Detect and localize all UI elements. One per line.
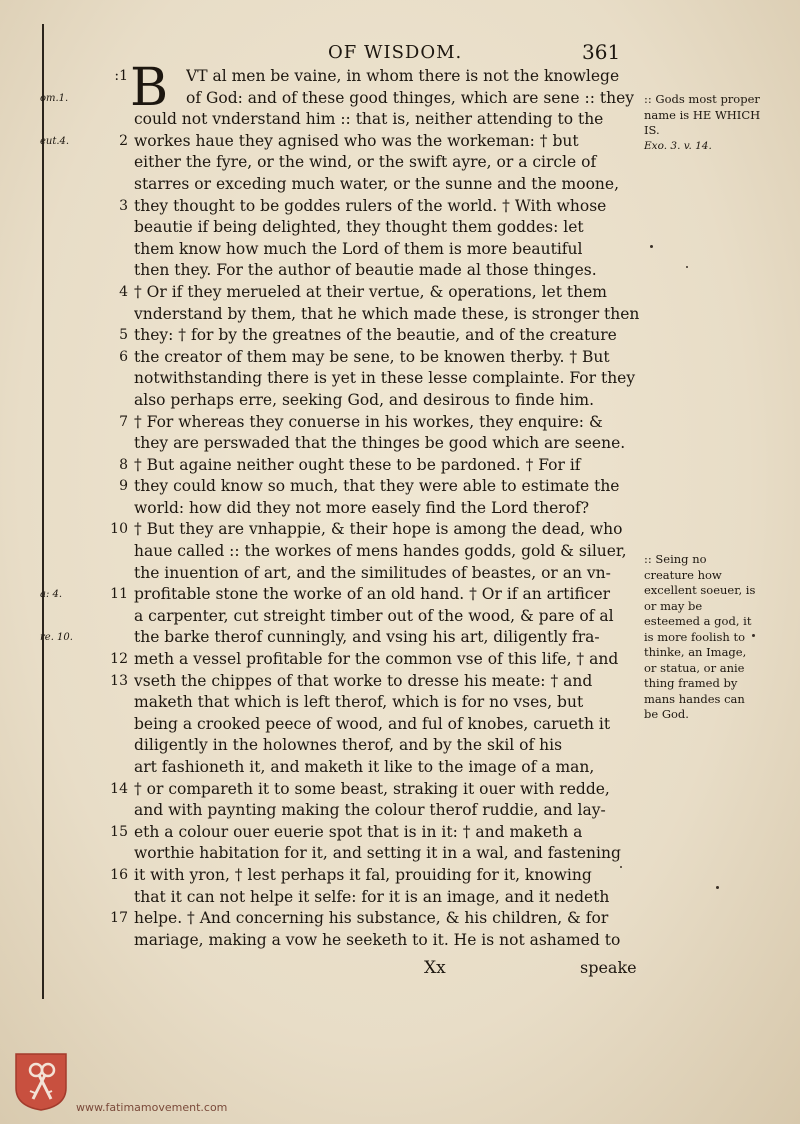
line-text: notwithstanding there is yet in these lesse complainte. For they xyxy=(134,369,636,388)
catchword: speake xyxy=(580,958,637,977)
verse-number: :1 xyxy=(114,68,128,84)
running-head-title: OF WISDOM. xyxy=(328,42,463,63)
line-text: vseth the chippes of that worke to dresse his meate: † and xyxy=(134,671,593,690)
line-text: the barke therof cunningly, and vsing his art, diligently fra- xyxy=(134,628,600,647)
line-text: diligently in the holownes therof, and by the skil of his xyxy=(134,736,563,755)
line-text: and with paynting making the colour therof ruddie, and lay- xyxy=(134,801,606,820)
line-text: † or compareth it to some beast, straking it ouer with redde, xyxy=(134,779,610,798)
verse-number: 10 xyxy=(110,521,128,538)
line-text: could not vnderstand him :: that is, neither attending to the xyxy=(134,110,604,129)
line-text: vnderstand by them, that he which made these, is stronger then xyxy=(134,304,640,323)
line-text: † But againe neither ought these to be pardoned. † For if xyxy=(134,455,581,474)
ink-speck xyxy=(752,634,755,637)
verse-number: 6 xyxy=(119,348,128,365)
verse-number: 7 xyxy=(119,413,128,430)
line-text: also perhaps erre, seeking God, and desirous to finde him. xyxy=(134,390,595,409)
page-number: 361 xyxy=(582,40,621,64)
line-text: haue called :: the workes of mens handes godds, gold & siluer, xyxy=(134,542,627,561)
running-head xyxy=(0,40,800,68)
text-line xyxy=(0,239,800,261)
ink-speck xyxy=(650,245,653,248)
line-text: they: † for by the greatnes of the beautie, and of the creature xyxy=(134,326,617,345)
verse-number: 2 xyxy=(119,132,128,149)
verse-number: 11 xyxy=(110,586,128,603)
line-text: helpe. † And concerning his substance, & his children, & for xyxy=(134,909,609,928)
line-text: that it can not helpe it selfe: for it is an image, and it nedeth xyxy=(134,887,610,906)
text-line xyxy=(0,476,800,498)
line-text: workes haue they agnised who was the workeman: † but xyxy=(134,131,579,150)
line-text: world: how did they not more easely find the Lord therof? xyxy=(134,498,590,517)
margin-citation: a: 4. xyxy=(40,589,63,601)
drop-cap: B xyxy=(130,58,169,118)
text-line xyxy=(0,433,800,455)
line-text: worthie habitation for it, and setting it in a wal, and fastening xyxy=(134,844,621,863)
line-text: mariage, making a vow he seeketh to it. He is not ashamed to xyxy=(134,930,621,949)
text-line xyxy=(0,735,800,757)
line-text: then they. For the author of beautie made al those thinges. xyxy=(134,261,597,280)
margin-note-text: :: Gods most proper name is HE WHICH IS. xyxy=(644,92,761,137)
line-text: starres or exceding much water, or the sunne and the moone, xyxy=(134,174,619,193)
line-text: being a crooked peece of wood, and ful of knobes, carueth it xyxy=(134,714,611,733)
line-text: the inuention of art, and the similitudes of beastes, or an vn- xyxy=(134,563,611,582)
line-text: beautie if being delighted, they thought them goddes: let xyxy=(134,218,584,237)
text-line xyxy=(0,66,800,88)
line-text: profitable stone the worke of an old hand. † Or if an artificer xyxy=(134,585,611,604)
margin-note-reference: Exo. 3. v. 14. xyxy=(644,139,712,152)
line-text: they could know so much, that they were able to estimate the xyxy=(134,477,620,496)
verse-number: 13 xyxy=(110,672,128,689)
text-line xyxy=(0,390,800,412)
text-line xyxy=(0,779,800,801)
text-line xyxy=(0,412,800,434)
margin-note-text: :: Seing no creature how excellent soeuer, is or may be esteemed a god, it is more foolish to thinke, an Image, or statua, or anie thing framed by mans handes can be God. xyxy=(644,552,756,721)
text-line xyxy=(0,304,800,326)
line-text: either the fyre, or the wind, or the swift ayre, or a circle of xyxy=(134,153,597,172)
text-line xyxy=(0,152,800,174)
line-text: † Or if they merueled at their vertue, & operations, let them xyxy=(134,282,607,301)
verse-number: 8 xyxy=(119,456,128,473)
text-line xyxy=(0,368,800,390)
line-text: of God: and of these good thinges, which are sene :: they xyxy=(186,88,635,107)
line-text: a carpenter, cut streight timber out of the wood, & pare of al xyxy=(134,606,614,625)
text-line xyxy=(0,757,800,779)
verse-number: 4 xyxy=(119,283,128,300)
ink-speck xyxy=(620,866,622,868)
text-line xyxy=(0,519,800,541)
text-line xyxy=(0,282,800,304)
text-line xyxy=(0,930,800,952)
line-text: eth a colour ouer euerie spot that is in it: † and maketh a xyxy=(134,822,583,841)
body-text xyxy=(0,66,800,951)
verse-number: 15 xyxy=(110,823,128,840)
verse-number: 17 xyxy=(110,910,128,927)
line-text: † For whereas they conuerse in his workes, they enquire: & xyxy=(134,412,603,431)
fatima-movement-logo-icon[interactable] xyxy=(14,1052,68,1112)
text-line xyxy=(0,822,800,844)
verse-number: 16 xyxy=(110,866,128,883)
verse-number: 3 xyxy=(119,197,128,214)
text-line xyxy=(0,843,800,865)
verse-number: 9 xyxy=(119,478,128,495)
text-line xyxy=(0,908,800,930)
text-line xyxy=(0,347,800,369)
verse-number: 12 xyxy=(110,651,128,668)
line-text: † But they are vnhappie, & their hope is among the dead, who xyxy=(134,520,623,539)
margin-note-2 xyxy=(644,552,760,723)
text-line xyxy=(0,325,800,347)
verse-number: 5 xyxy=(119,327,128,344)
line-text: they are perswaded that the thinges be good which are seene. xyxy=(134,434,626,453)
text-line xyxy=(0,217,800,239)
watermark-link[interactable]: www.fatimamovement.com xyxy=(76,1101,228,1114)
text-line xyxy=(0,455,800,477)
line-text: they thought to be goddes rulers of the world. † With whose xyxy=(134,196,607,215)
ink-speck xyxy=(716,886,719,889)
line-text: art fashioneth it, and maketh it like to the image of a man, xyxy=(134,758,595,776)
line-text: them know how much the Lord of them is more beautiful xyxy=(134,239,583,258)
line-text: the creator of them may be sene, to be knowen therby. † But xyxy=(134,347,610,366)
verse-number: 14 xyxy=(110,780,128,797)
line-text: it with yron, † lest perhaps it fal, prouiding for it, knowing xyxy=(134,865,592,884)
ink-speck xyxy=(686,266,688,268)
margin-citation: re. 10. xyxy=(40,632,73,644)
margin-citation: eut.4. xyxy=(40,135,70,147)
margin-citation: om.1. xyxy=(40,92,69,104)
signature-mark: Xx xyxy=(424,958,446,978)
text-line xyxy=(0,800,800,822)
text-line xyxy=(0,260,800,282)
text-line xyxy=(0,498,800,520)
line-text: VT al men be vaine, in whom there is not the knowlege xyxy=(186,67,620,85)
line-text: meth a vessel profitable for the common vse of this life, † and xyxy=(134,650,619,669)
text-line xyxy=(0,865,800,887)
text-line xyxy=(0,174,800,196)
text-line xyxy=(0,196,800,218)
line-text: maketh that which is left therof, which is for no vses, but xyxy=(134,693,584,712)
text-line xyxy=(0,887,800,909)
margin-note-1 xyxy=(644,92,764,154)
